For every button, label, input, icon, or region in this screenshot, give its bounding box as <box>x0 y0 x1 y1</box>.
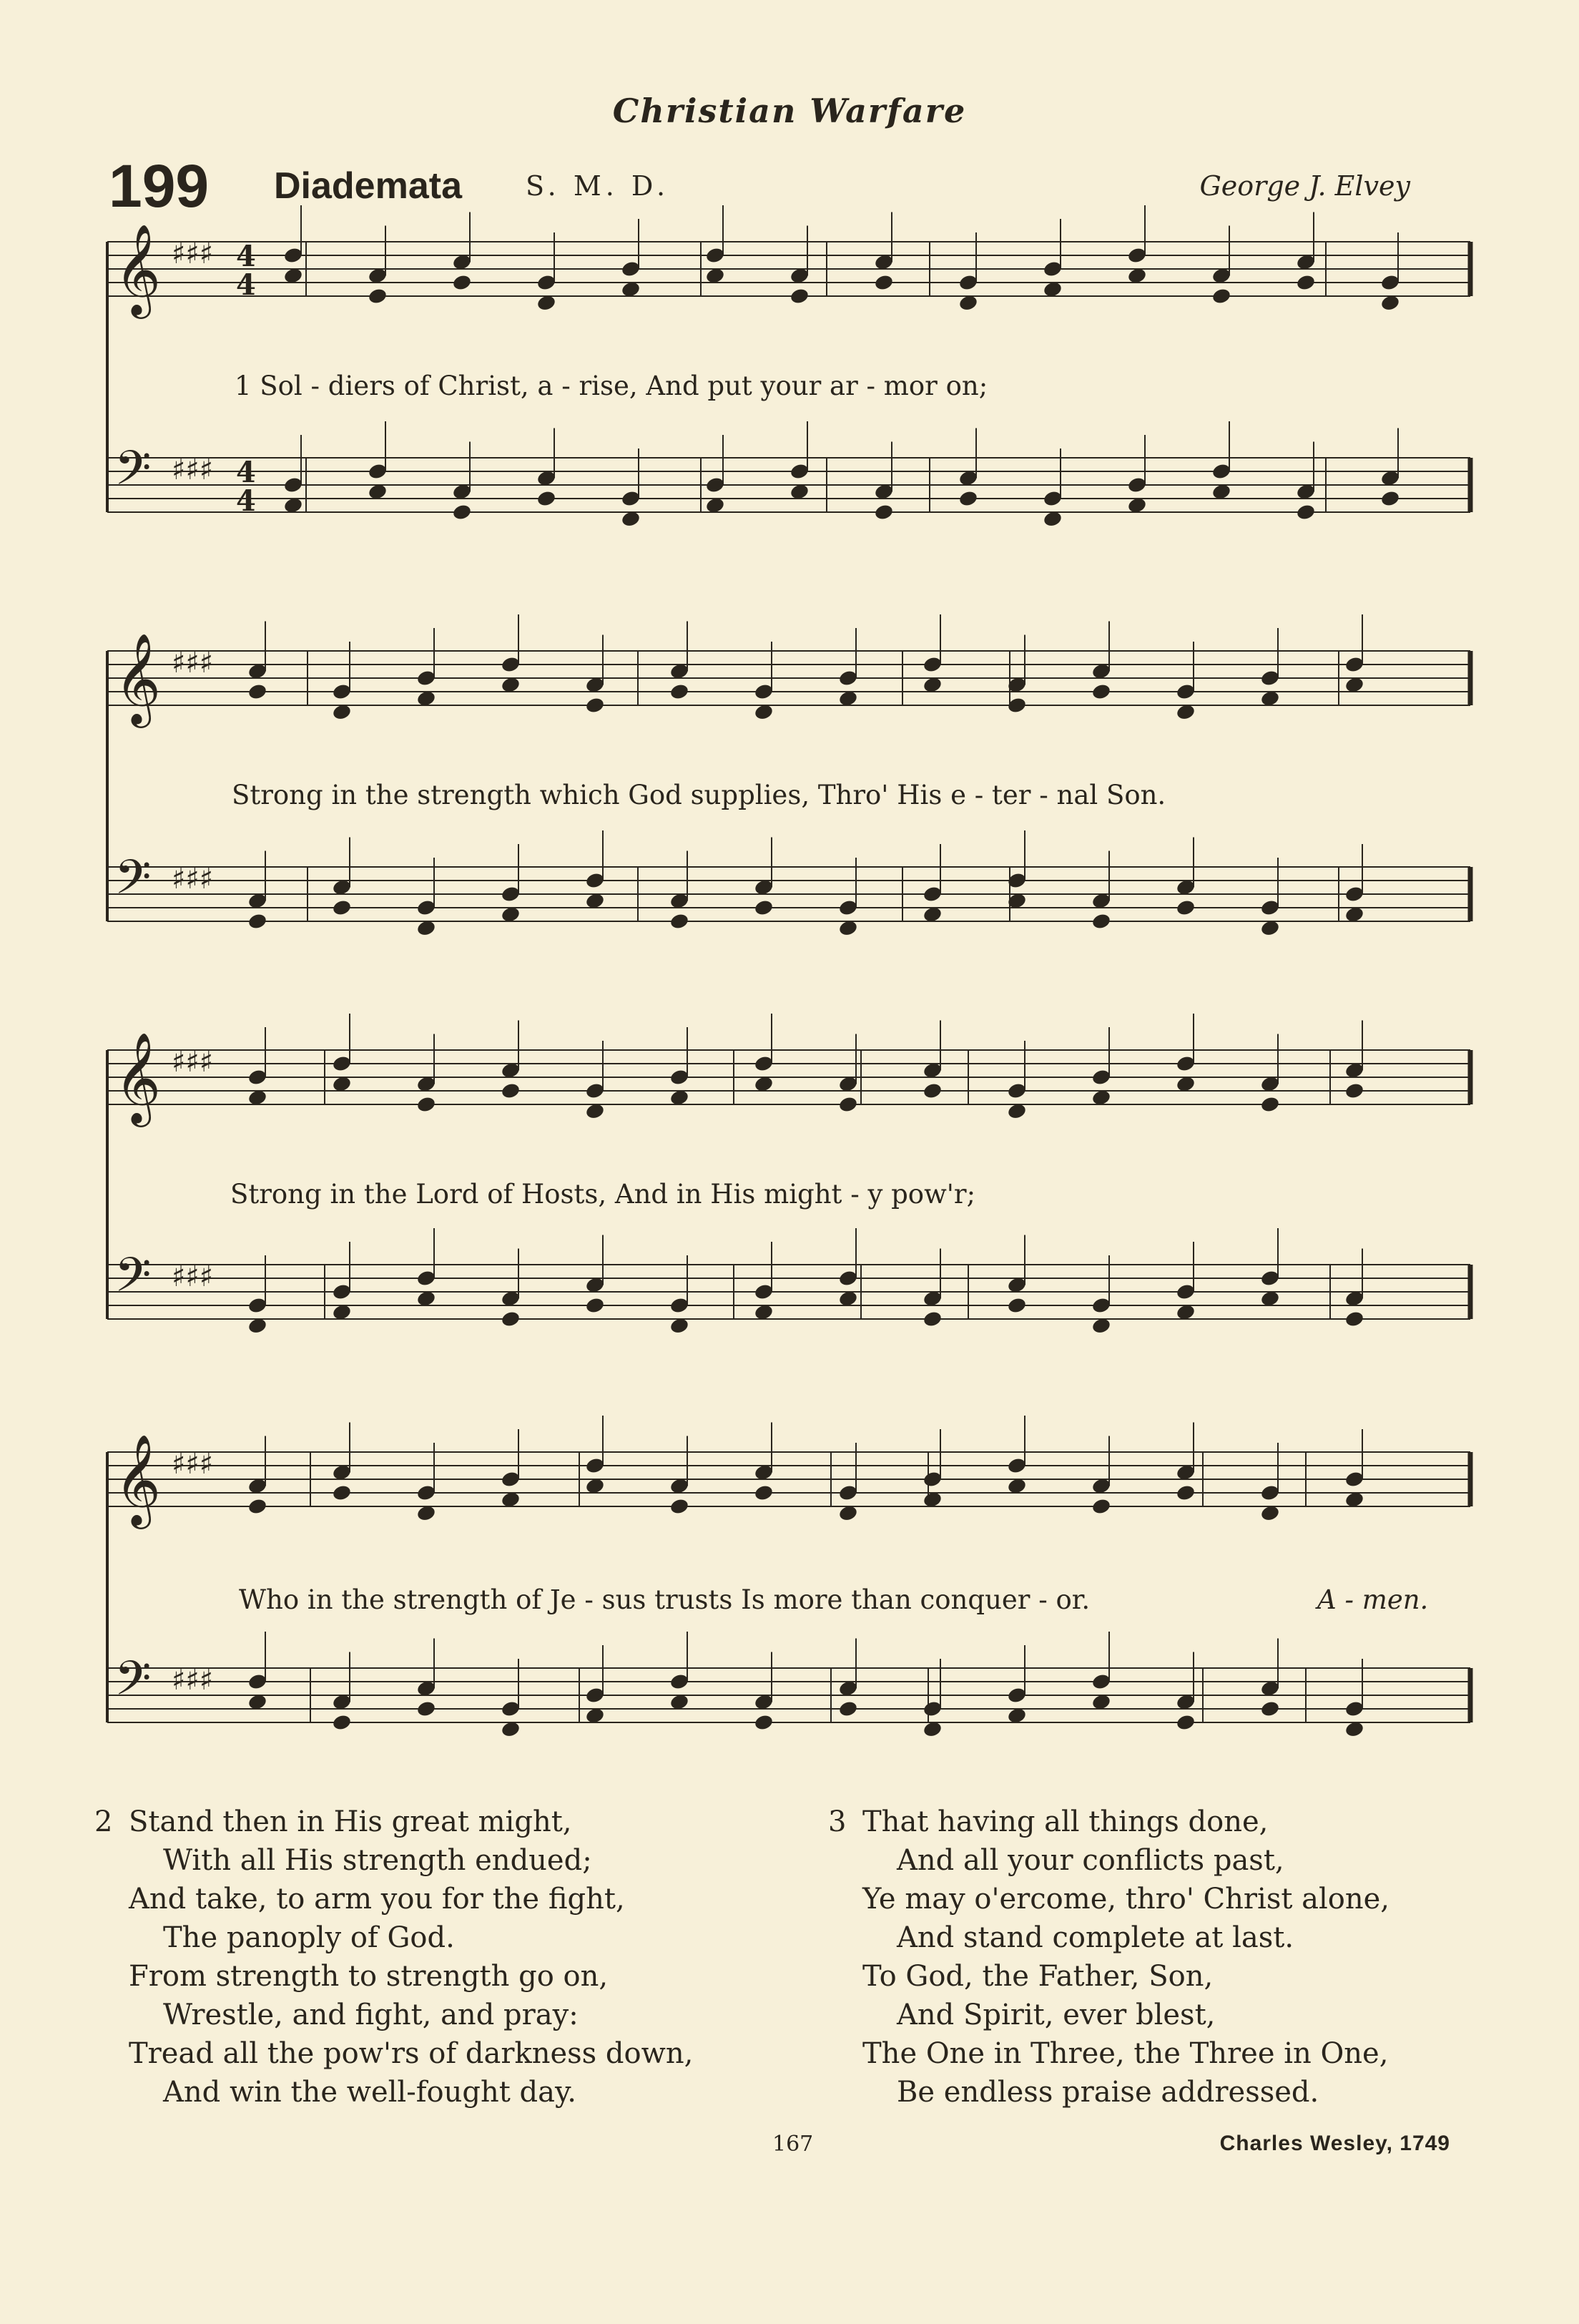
bass-clef-icon: 𝄢 <box>114 1247 152 1314</box>
note-head-icon <box>923 1082 943 1099</box>
verse-line: Stand then in His great might, <box>129 1805 572 1838</box>
note-head-icon <box>501 1310 521 1328</box>
verse-line: Wrestle, and fight, and pray: <box>163 1999 579 2031</box>
verse-line: And take, to arm you for the fight, <box>129 1883 625 1916</box>
note-head-icon <box>452 273 473 291</box>
verse-line: With all His strength endued; <box>163 1844 592 1877</box>
time-signature-icon: 4 <box>236 268 256 302</box>
note-head-icon <box>501 1082 521 1099</box>
amen-lyric: A - men. <box>1317 1584 1429 1615</box>
page-number: 167 <box>772 2132 814 2157</box>
verse-line: Tread all the pow'rs of darkness down, <box>129 2037 694 2070</box>
verse-number: 2 <box>94 1805 113 1838</box>
treble-clef-icon: 𝄞 <box>114 632 162 724</box>
note-head-icon <box>669 912 690 930</box>
note-head-icon <box>585 1296 606 1314</box>
note-head-icon <box>790 287 810 305</box>
verse-line: And all your conflicts past, <box>897 1844 1284 1877</box>
note-head-icon <box>874 273 895 291</box>
key-signature-icon: ♯♯♯ <box>172 1046 214 1079</box>
note-head-icon <box>1176 898 1196 916</box>
lyric-line-2: Strong in the strength which God supplies, Thro' His e - ter - nal Son. <box>232 780 1166 810</box>
verse-line: And Spirit, ever blest, <box>897 1999 1216 2031</box>
note-head-icon <box>1007 1296 1028 1314</box>
key-signature-icon: ♯♯♯ <box>172 453 214 486</box>
key-signature-icon: ♯♯♯ <box>172 1664 214 1697</box>
verse-number: 3 <box>828 1805 847 1838</box>
treble-clef-icon: 𝄞 <box>114 1433 162 1525</box>
note-head-icon <box>1091 912 1112 930</box>
key-signature-icon: ♯♯♯ <box>172 237 214 270</box>
verse-line: And stand complete at last. <box>897 1921 1294 1954</box>
note-head-icon <box>332 898 353 916</box>
note-head-icon <box>1091 682 1112 700</box>
lyric-line-4: Who in the strength of Je - sus trusts Is more than conquer - or. <box>239 1584 1091 1615</box>
note-head-icon <box>1211 287 1232 305</box>
note-head-icon <box>1176 1484 1196 1501</box>
note-head-icon <box>1091 1497 1112 1515</box>
verse-line: The One in Three, the Three in One, <box>862 2037 1389 2070</box>
treble-clef-icon: 𝄞 <box>114 1031 162 1123</box>
note-head-icon <box>754 1713 774 1731</box>
verse-line: From strength to strength go on, <box>129 1960 609 1993</box>
hymn-number: 199 <box>109 152 210 220</box>
verse-line: To God, the Father, Son, <box>862 1960 1214 1993</box>
section-title: Christian Warfare <box>612 92 967 130</box>
verses <box>94 1803 1459 2124</box>
note-head-icon <box>247 682 268 700</box>
note-head-icon <box>536 489 557 507</box>
note-head-icon <box>838 1700 859 1717</box>
note-head-icon <box>1176 1713 1196 1731</box>
note-head-icon <box>332 1713 353 1731</box>
verse-line: That having all things done, <box>862 1805 1269 1838</box>
note-head-icon <box>1296 273 1317 291</box>
key-signature-icon: ♯♯♯ <box>172 863 214 896</box>
note-head-icon <box>874 503 895 521</box>
note-head-icon <box>923 1310 943 1328</box>
verse-line: And win the well-fought day. <box>163 2076 576 2109</box>
note-head-icon <box>247 1497 268 1515</box>
note-head-icon <box>585 696 606 714</box>
note-head-icon <box>416 1700 437 1717</box>
note-head-icon <box>669 1497 690 1515</box>
attribution: Charles Wesley, 1749 <box>1219 2132 1450 2155</box>
note-head-icon <box>669 682 690 700</box>
note-head-icon <box>1380 489 1401 507</box>
composer: George J. Elvey <box>1199 170 1410 202</box>
lyric-line-3: Strong in the Lord of Hosts, And in His might - y pow'r; <box>230 1179 976 1210</box>
note-head-icon <box>958 489 979 507</box>
time-signature-icon: 4 <box>236 456 256 489</box>
note-head-icon <box>332 1484 353 1501</box>
bass-clef-icon: 𝄢 <box>114 441 152 507</box>
key-signature-icon: ♯♯♯ <box>172 1448 214 1481</box>
verse-line: The panoply of God. <box>163 1921 455 1954</box>
note-head-icon <box>452 503 473 521</box>
note-head-icon <box>1344 1082 1365 1099</box>
treble-clef-icon: 𝄞 <box>114 223 162 315</box>
note-head-icon <box>754 1484 774 1501</box>
note-head-icon <box>1344 1310 1365 1328</box>
note-head-icon <box>416 1095 437 1113</box>
bass-clef-icon: 𝄢 <box>114 1651 152 1717</box>
note-head-icon <box>838 1095 859 1113</box>
key-signature-icon: ♯♯♯ <box>172 647 214 680</box>
meter: S. M. D. <box>526 170 670 202</box>
verse-line: Ye may o'ercome, thro' Christ alone, <box>862 1883 1390 1916</box>
time-signature-icon: 4 <box>236 240 256 273</box>
note-head-icon <box>1260 1700 1281 1717</box>
verse-2 <box>94 1803 694 2112</box>
bass-clef-icon: 𝄢 <box>114 850 152 916</box>
note-head-icon <box>1260 1095 1281 1113</box>
lyric-line-1: 1 Sol - diers of Christ, a - rise, And put your ar - mor on; <box>235 371 988 401</box>
verse-3 <box>828 1803 1390 2112</box>
time-signature-icon: 4 <box>236 484 256 518</box>
note-head-icon <box>754 898 774 916</box>
note-head-icon <box>1296 503 1317 521</box>
note-head-icon <box>247 912 268 930</box>
verse-line: Be endless praise addressed. <box>897 2076 1319 2109</box>
note-head-icon <box>368 287 388 305</box>
tune-name: Diademata <box>274 165 462 207</box>
key-signature-icon: ♯♯♯ <box>172 1260 214 1293</box>
